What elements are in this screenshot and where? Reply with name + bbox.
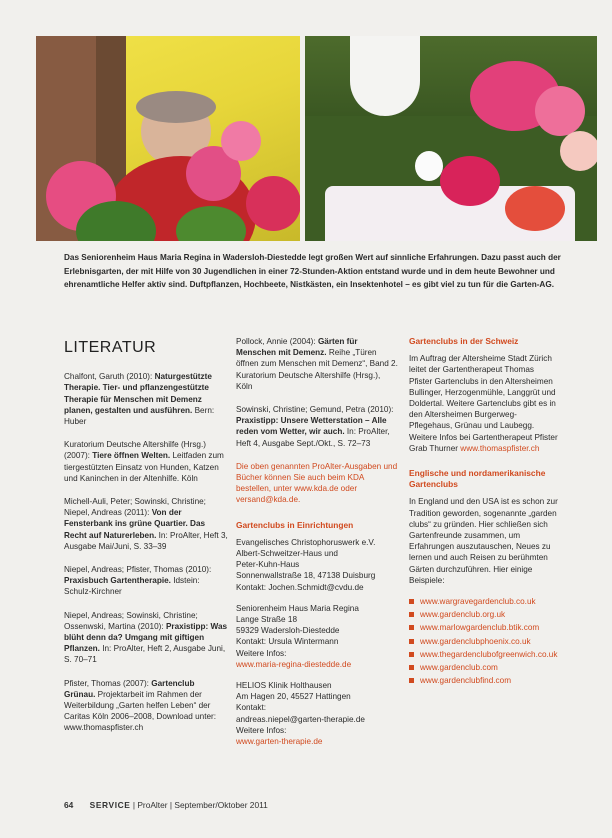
entry-publication: Reihe „Türen öffnen zum Menschen mit Demenz“, Band 2. Kuratorium Deutsche Altershilfe (Hrsg.), Köln	[236, 348, 398, 391]
entry-title: Praxistipp: Unsere Wetterstation – Alle reden vom Wetter, wir auch.	[236, 416, 387, 437]
entry-authors: Kuratorium Deutsche Altershilfe (Hrsg.) (2007):	[64, 440, 206, 461]
facility-line: Kontakt: Ursula Wintermann	[236, 637, 339, 647]
footer-section: SERVICE	[89, 800, 131, 810]
garden-club-link[interactable]: www.gardenclubfind.com	[409, 675, 559, 686]
schweiz-body: Im Auftrag der Altersheime Stadt Zürich leitet der Gartentherapeut Thomas Pfister Gartenclubs in den Altersheimen Bullinger, Herzogenmühle, Langgrüt und Doldertal. Weitere Gartenclubs gibt es in den Altersheimen Burgerweg-Pflegehaus, Grünau und Laubegg. Weitere Infos bei Gartentherapeut Pfister Grab Thurner	[409, 354, 558, 453]
schweiz-link[interactable]: www.thomaspfister.ch	[460, 443, 540, 453]
facility-line: Am Hagen 20, 45527 Hattingen	[236, 692, 351, 702]
england-heading: Englische und nordamerikanische Gartenclubs	[409, 468, 546, 490]
facility-line: Seniorenheim Haus Maria Regina	[236, 603, 359, 613]
facility-link[interactable]: www.maria-regina-diestedde.de	[236, 659, 352, 669]
entry-title: Gartenclub Grünau.	[64, 678, 195, 699]
photo-woman-with-flowers	[36, 36, 300, 241]
garden-club-link[interactable]: www.gardenclubphoenix.co.uk	[409, 636, 559, 647]
facility-line: Sonnenwallstraße 18, 47138 Duisburg	[236, 571, 376, 581]
entry-title: Tiere öffnen Welten.	[92, 451, 171, 461]
photo-caption	[64, 251, 594, 292]
england-links	[409, 596, 559, 686]
facility-line: Albert-Schweitzer-Haus und	[236, 549, 338, 559]
facility-link[interactable]: www.garten-therapie.de	[236, 737, 323, 747]
entry-title: Praxistipp: Was blüht denn da? Umgang mit giftigen Pflanzen.	[64, 621, 228, 654]
column-right	[409, 336, 559, 688]
entry-authors: Pollock, Annie (2004):	[236, 337, 318, 346]
photo-garden-table	[305, 36, 597, 241]
facility-block	[236, 680, 398, 747]
caption-text: Das Seniorenheim Haus Maria Regina in Wadersloh-Diestedde legt großen Wert auf sinnliche Erfahrungen. Dazu passt auch der Erlebnisgarten, der mit Hilfe von 30 Jugendlichen in einer 72-Stunden-Aktion entstand wurde und in dem heute Bewohner und ehrenamtliche Helfer aktiv sind. Duftpflanzen, Hochbeete, Nistkästen, ein Insektenhotel – es gibt viel zu tun für die Garten-AG.	[64, 253, 561, 290]
facility-block	[236, 603, 398, 670]
literature-entry	[64, 678, 228, 734]
schweiz-heading: Gartenclubs in der Schweiz	[409, 336, 519, 346]
garden-club-link[interactable]: www.wargravegardenclub.co.uk	[409, 596, 559, 607]
facility-line: andreas.niepel@garten-therapie.de	[236, 714, 365, 724]
entry-authors: Sowinski, Christine; Gemund, Petra (2010):	[236, 405, 394, 415]
entry-authors: Chalfont, Garuth (2010):	[64, 372, 155, 382]
entry-title: Naturgestützte Therapie. Tier- und pflanzengestützte Therapie für Menschen mit Demenz planen, gestalten und ausführen.	[64, 372, 212, 415]
entry-publication: In: ProAlter, Heft 3, Ausgabe Mai/Juni, S. 33–39	[64, 530, 228, 551]
facility-line: Weitere Infos:	[236, 725, 287, 735]
schweiz-text	[409, 353, 559, 454]
einrichtungen-list	[236, 537, 398, 747]
literatur-note[interactable]: Die oben genannten ProAlter-Ausgaben und Bücher können Sie auch beim KDA bestellen, unter www.kda.de oder versand@kda.de.	[236, 461, 398, 505]
entry-authors: Niepel, Andreas; Pfister, Thomas (2010):	[64, 565, 212, 575]
page-footer	[64, 800, 268, 810]
garden-club-link[interactable]: www.gardenclub.org.uk	[409, 609, 559, 620]
entry-publication: Leitfaden zum tiergestützten Einsatz von Hunden, Katzen und Kaninchen in der Altenhilfe. Köln	[64, 451, 224, 483]
literature-entry	[236, 336, 398, 392]
england-text: In England und den USA ist es schon zur Tradition geworden, sogenannte „garden clubs“ zu gründen. Hier schließen sich Gartenfreunde zusammen, um Erfahrungen auszutauschen, Neues zu lernen und auch Reisen zu berühmten Gärten durchzuführen. Hier einige Beispiele:	[409, 497, 558, 585]
facility-line: Kontakt:	[236, 703, 267, 713]
page-number: 64	[64, 800, 74, 810]
entry-authors: Pfister, Thomas (2007):	[64, 678, 152, 688]
facility-line: 59329 Wadersloh-Diestedde	[236, 626, 340, 636]
facility-line: Kontakt: Jochen.Schmidt@cvdu.de	[236, 582, 364, 592]
einrichtungen-heading: Gartenclubs in Einrichtungen	[236, 519, 354, 530]
entry-title: Von der Fensterbank ins grüne Quartier. Das Recht auf Naturerleben.	[64, 508, 206, 540]
entry-publication: In: ProAlter, Heft 4, Ausgabe Sept./Okt., S. 72–73	[236, 427, 390, 448]
literature-entry	[236, 404, 398, 449]
literature-entry	[64, 371, 228, 427]
literature-entry	[64, 610, 228, 666]
garden-club-link[interactable]: www.thegardenclubofgreenwich.co.uk	[409, 649, 559, 660]
garden-club-link[interactable]: www.marlowgardenclub.btik.com	[409, 622, 559, 633]
entry-title: Praxisbuch Gartentherapie.	[64, 576, 171, 586]
facility-line: Evangelisches Christophoruswerk e.V.	[236, 537, 376, 547]
facility-line: Weitere Infos:	[236, 648, 287, 658]
literature-entry	[64, 439, 228, 484]
entry-publication: Bern: Huber	[64, 405, 215, 427]
facility-line: Peter-Kuhn-Haus	[236, 560, 300, 570]
garden-club-link[interactable]: www.gardenclub.com	[409, 662, 559, 673]
literatur-heading: LITERATUR	[64, 339, 157, 356]
entry-publication: In: ProAlter, Heft 2, Ausgabe Juni, S. 70–71	[64, 644, 226, 665]
facility-block	[236, 537, 398, 593]
entry-authors: Niepel, Andreas; Sowinski, Christine; Ossenwski, Martina (2010):	[64, 610, 198, 631]
facility-line: HELIOS Klinik Holthausen	[236, 681, 332, 691]
column-middle	[236, 336, 398, 757]
entry-authors: Michell-Auli, Peter; Sowinski, Christine; Niepel, Andreas (2011):	[64, 497, 206, 518]
literature-entry	[64, 564, 228, 598]
entry-title: Gärten für Menschen mit Demenz.	[236, 337, 358, 358]
facility-line: Lange Straße 18	[236, 615, 297, 625]
entry-publication: Idstein: Schulz-Kirchner	[64, 576, 200, 597]
column-literatur	[64, 336, 228, 746]
literatur-list-continued	[236, 336, 398, 449]
footer-issue: | ProAlter | September/Oktober 2011	[132, 800, 268, 810]
literatur-list	[64, 371, 228, 733]
literature-entry	[64, 496, 228, 552]
entry-publication: Projektarbeit im Rahmen der Weiterbildung „Garten helfen Leben“ der Caritas Köln 2006–2008, Download unter: www.thomaspfister.ch	[64, 689, 217, 733]
